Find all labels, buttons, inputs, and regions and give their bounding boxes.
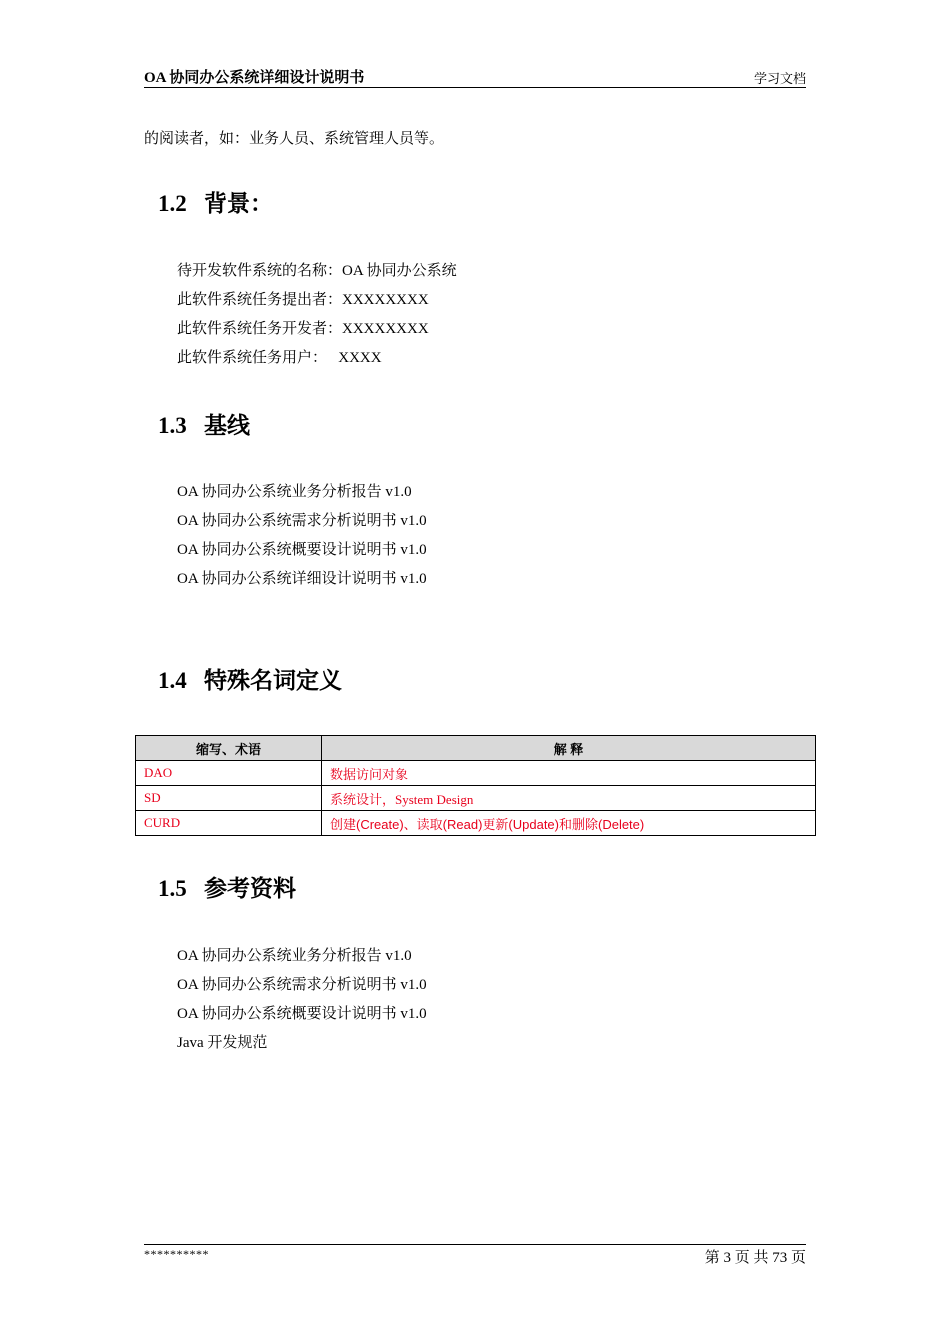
list-item: 此软件系统任务提出者：XXXXXXXX [177,292,429,308]
column-header-term: 缩写、术语 [136,736,322,761]
definition-cell: 创建(Create)、读取(Read)更新(Update)和删除(Delete) [322,811,816,836]
list-item: OA 协同办公系统概要设计说明书 v1.0 [177,542,427,558]
term-cell: SD [136,786,322,811]
section-title: 背景： [204,191,273,216]
section-heading-background [158,185,273,218]
terms-table [135,735,816,836]
table-row [136,811,816,836]
list-item: OA 协同办公系统需求分析说明书 v1.0 [177,513,427,529]
document-title: OA 协同办公系统详细设计说明书 [144,70,365,86]
list-item: Java 开发规范 [177,1035,268,1051]
baseline-list [177,478,427,594]
section-number: 1.3 [158,413,187,438]
section-heading-baseline [158,407,250,440]
table-row [136,761,816,786]
page-number: 第 3 页 共 73 页 [704,1250,806,1266]
table-header-row [136,736,816,761]
list-item: OA 协同办公系统概要设计说明书 v1.0 [177,1006,427,1022]
list-item: OA 协同办公系统业务分析报告 v1.0 [177,484,412,500]
footer-mark: ********** [144,1247,209,1261]
term-cell: CURD [136,811,322,836]
references-list [177,942,427,1058]
section-number: 1.2 [158,191,187,216]
term-cell: DAO [136,761,322,786]
list-item: OA 协同办公系统详细设计说明书 v1.0 [177,571,427,587]
header-divider [144,87,806,88]
section-title: 参考资料 [204,876,296,901]
definition-cell: 系统设计，System Design [322,786,816,811]
section-heading-terms [158,662,342,695]
list-item: 待开发软件系统的名称：OA 协同办公系统 [177,263,457,279]
background-list [177,257,457,373]
definition-cell: 数据访问对象 [322,761,816,786]
section-title: 基线 [204,413,250,438]
list-item: OA 协同办公系统业务分析报告 v1.0 [177,948,412,964]
section-number: 1.5 [158,876,187,901]
column-header-definition: 解 释 [322,736,816,761]
table-row [136,786,816,811]
section-number: 1.4 [158,668,187,693]
section-heading-references [158,870,296,903]
section-title: 特殊名词定义 [204,668,342,693]
document-tag: 学习文档 [753,71,806,86]
footer-divider [144,1244,806,1245]
list-item: 此软件系统任务用户： XXXX [177,350,382,366]
list-item: 此软件系统任务开发者：XXXXXXXX [177,321,429,337]
intro-paragraph: 的阅读者，如：业务人员、系统管理人员等。 [144,131,445,147]
list-item: OA 协同办公系统需求分析说明书 v1.0 [177,977,427,993]
